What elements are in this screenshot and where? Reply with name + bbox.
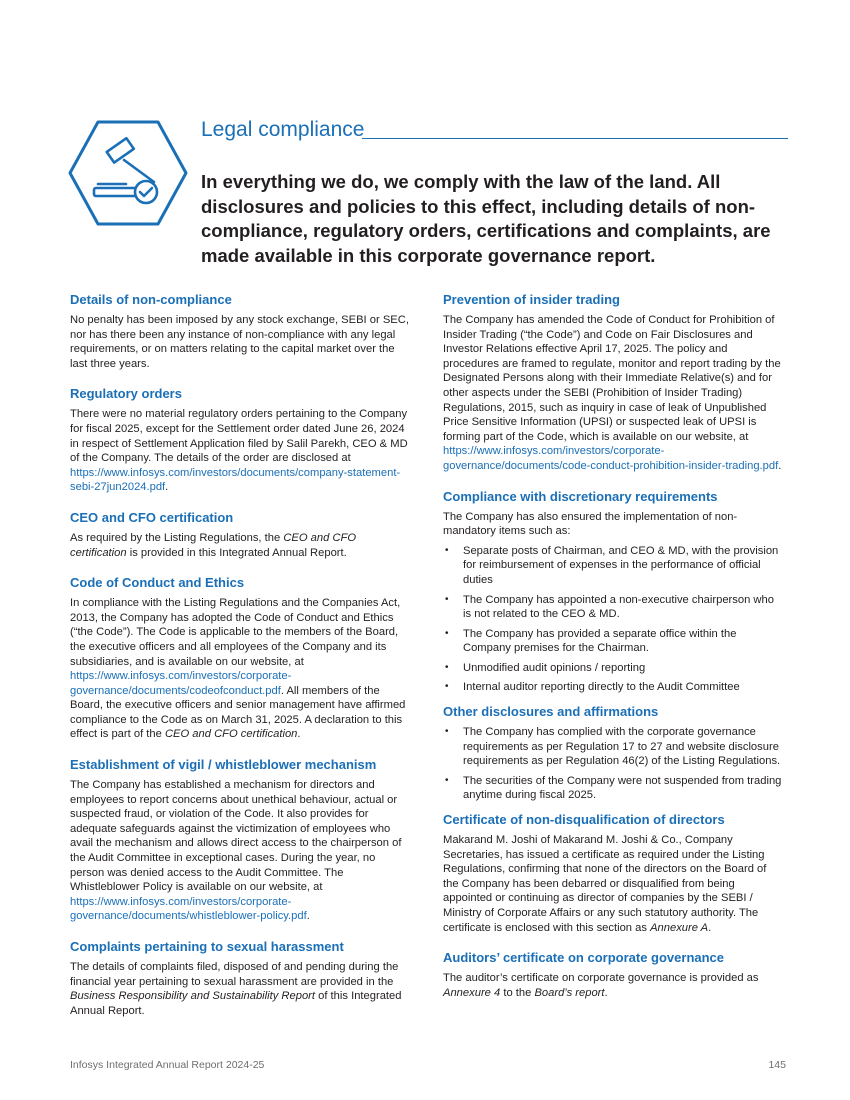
regulatory-end: .: [165, 481, 169, 494]
list-item: • Internal auditor reporting directly to the Audit Committee: [443, 680, 785, 695]
disqualification-italic: Annexure A: [650, 921, 709, 934]
page-number: 145: [768, 1059, 786, 1071]
vigil-section: [70, 757, 412, 924]
insider-body: [443, 313, 785, 474]
conduct-link[interactable]: https://www.infosys.com/investors/corporate-governance/documents/codeofconduct.pdf: [70, 670, 292, 697]
section-title: Legal compliance: [201, 118, 365, 141]
auditors-italic-1: Annexure 4: [443, 986, 501, 999]
list-item: • The Company has appointed a non-executive chairperson who is not related to the CEO & MD.: [443, 593, 785, 622]
auditors-italic-2: Board’s report: [534, 986, 605, 999]
noncompliance-heading: Details of non-compliance: [70, 292, 232, 307]
discretionary-heading: Compliance with discretionary requirements: [443, 488, 718, 504]
other-section: [443, 704, 785, 803]
ceocfo-text-1: As required by the Listing Regulations, the: [70, 531, 284, 544]
regulatory-heading: Regulatory orders: [70, 386, 182, 402]
regulatory-text: There were no material regulatory orders pertaining to the Company for fiscal 2025, except for the Settlement order dated June 26, 2024 in respect of Settlement Application filed by Salil Parekh, CEO & MD of the Company. The details of the order are disclosed at: [70, 408, 408, 465]
conduct-section: [70, 575, 412, 742]
regulatory-section: [70, 386, 412, 495]
auditors-end: .: [604, 986, 608, 999]
disqualification-section: [443, 812, 785, 935]
harassment-heading: Complaints pertaining to sexual harassment: [70, 939, 344, 954]
conduct-heading: Code of Conduct and Ethics: [70, 575, 245, 591]
vigil-link[interactable]: https://www.infosys.com/investors/corporate-governance/documents/whistleblower-policy.pdf: [70, 895, 307, 923]
footer-publication: Infosys Integrated Annual Report 2024-25: [70, 1059, 265, 1071]
auditors-text-1: The auditor’s certificate on corporate governance is provided as: [443, 972, 759, 985]
conduct-end: .: [297, 728, 301, 741]
auditors-heading: Auditors’ certificate on corporate governance: [443, 950, 725, 966]
other-list: [443, 725, 785, 803]
auditors-text-2: to the: [500, 986, 535, 999]
title-rule: [362, 138, 788, 139]
right-column: [443, 292, 785, 1015]
disqualification-heading: Certificate of non-disqualification of directors: [443, 812, 725, 828]
ceocfo-section: [70, 510, 412, 560]
disqualification-text: Makarand M. Joshi of Makarand M. Joshi & Co., Company Secretaries, has issued a certificate as required under the Listing Regulations, confirming that none of the directors on the Board of the Company has been debarred or disqualified from being appointed or continuing as director of companies by the SEBI / Ministry of Corporate Affairs or any such statutory authority. The certificate is enclosed with this section as: [443, 834, 767, 934]
insider-link[interactable]: https://www.infosys.com/investors/corporate-governance/documents/code-conduct-prohibition-insider-trading.pdf: [443, 445, 779, 472]
noncompliance-section: [70, 292, 412, 371]
ceocfo-italic: CEO and CFO certification: [70, 531, 357, 559]
regulatory-link[interactable]: https://www.infosys.com/investors/documents/company-statement-sebi-27jun2024.pdf: [70, 466, 401, 494]
harassment-italic: Business Responsibility and Sustainability Report: [70, 990, 316, 1003]
list-item: • The Company has complied with the corporate governance requirements as per Regulation 17 to 27 and website disclosure requirements as per Regulation 46(2) of the Listing Regulations.: [443, 725, 785, 769]
harassment-text-1: The details of complaints filed, disposed of and pending during the financial year pertaining to sexual harassment are provided in the: [70, 961, 399, 988]
ceocfo-body: [70, 531, 412, 560]
discretionary-intro: The Company has also ensured the implementation of non-mandatory items such as:: [443, 510, 738, 538]
insider-end: .: [778, 459, 782, 472]
list-item: • The securities of the Company were not suspended from trading anytime during fiscal 2025.: [443, 774, 785, 803]
discretionary-list: [443, 544, 785, 695]
conduct-text-1: In compliance with the Listing Regulations and the Companies Act, 2013, the Company has adopted the Code of Conduct and Ethics (“the Code”). The Code is applicable to the members of the Board, the executive officers and all employees of the Company and its subsidiaries, and is available on our website, at: [70, 597, 401, 668]
ceocfo-heading: CEO and CFO certification: [70, 509, 234, 525]
vigil-end: .: [306, 910, 310, 923]
conduct-text-2: . All members of the Board, the executive officers and senior management have affirmed compliance to the Code as on March 31, 2025. A declaration to this effect is part of the: [70, 684, 406, 741]
harassment-text-2: of this Integrated Annual Report.: [70, 990, 402, 1017]
disqualification-end: .: [708, 921, 712, 934]
other-heading: Other disclosures and affirmations: [443, 704, 659, 720]
gavel-legal-icon: [68, 120, 188, 226]
left-column: [70, 292, 412, 1033]
harassment-body: [70, 960, 412, 1018]
regulatory-body: [70, 407, 412, 495]
harassment-section: [70, 939, 412, 1018]
auditors-body: [443, 971, 785, 1000]
insider-heading: Prevention of insider trading: [443, 292, 620, 307]
insider-text: The Company has amended the Code of Conduct for Prohibition of Insider Trading (“the Code”) and Code on Fair Disclosures and Investor Relations effective April 17, 2025. The policy and procedures are framed to regulate, monitor and report trading by the Designated Persons along with their Immediate Relative(s) and for other aspects under the SEBI (Prohibition of Insider Trading) Regulations, 2015, such as inquiry in case of leak of Unpublished Price Sensitive Information (UPSI) or suspected leak of UPSI is forming part of the Code, which is available on our website, at: [443, 314, 781, 443]
auditors-section: [443, 950, 785, 1000]
conduct-italic: CEO and CFO certification: [164, 728, 298, 741]
list-item: • Unmodified audit opinions / reporting: [443, 661, 785, 676]
ceocfo-text-2: is provided in this Integrated Annual Report.: [126, 546, 347, 559]
noncompliance-body: No penalty has been imposed by any stock exchange, SEBI or SEC, nor has there been any instance of non-compliance with any legal requirements, or on matters relating to the capital market over the last three years.: [70, 314, 409, 370]
vigil-heading: Establishment of vigil / whistleblower mechanism: [70, 757, 377, 773]
lead-statement: In everything we do, we comply with the law of the land. All disclosures and policies to this effect, including details of non-compliance, regulatory orders, certifications and complaints, are made available in this corporate governance report.: [201, 171, 771, 266]
vigil-text: The Company has established a mechanism for directors and employees to report concerns about unethical behaviour, actual or suspected fraud, or violation of the Code. It also provides for adequate safeguards against the victimization of employees who avail the mechanism and allows direct access to the chairperson of the Audit Committee in exceptional cases. During the year, no person was denied access to the Audit Committee. The Whistleblower Policy is available on our website, at: [70, 779, 402, 894]
disqualification-body: [443, 833, 785, 935]
list-item: • The Company has provided a separate office within the Company premises for the Chairman.: [443, 627, 785, 656]
conduct-body: [70, 596, 412, 742]
vigil-body: [70, 778, 412, 924]
list-item: • Separate posts of Chairman, and CEO & MD, with the provision for reimbursement of expenses in the performance of official duties: [443, 544, 785, 588]
insider-section: [443, 292, 785, 474]
discretionary-section: [443, 489, 785, 696]
